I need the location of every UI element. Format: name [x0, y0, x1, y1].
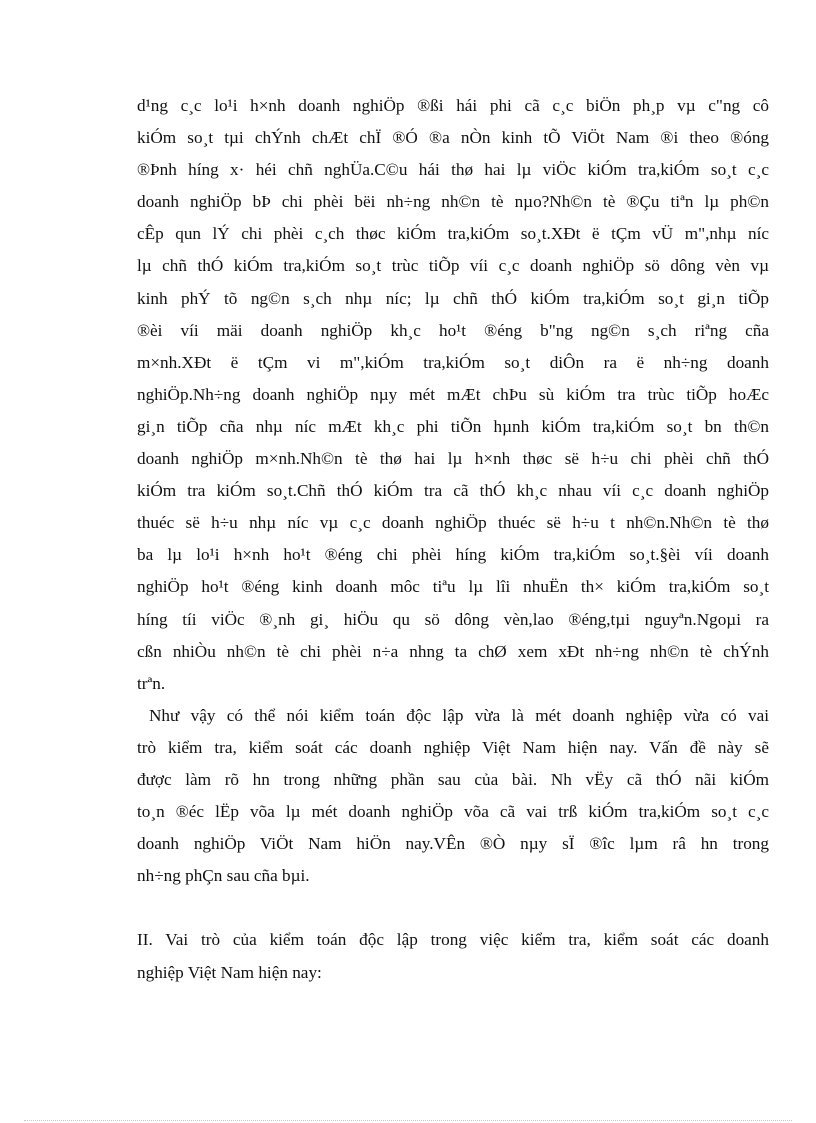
text-line: được làm rõ hn trong những phần sau của bài. Nh vËy cã thÓ nãi kiÓm — [137, 769, 769, 789]
text-line: ba lµ lo¹i h×nh ho¹t ®éng chi phèi híng kiÓm tra,kiÓm so¸t.§èi víi doanh — [137, 545, 769, 565]
text-line: doanh nghiÖp bÞ chi phèi bëi nh÷ng nh©n tè nµo?Nh©n tè ®Çu tiªn lµ ph©n — [137, 192, 769, 212]
paragraph-gap — [137, 892, 769, 924]
text-line: híng tíi viÖc ®¸nh gi¸ hiÖu qu sö dông vèn,lao ®éng,tµi nguyªn.Ngoµi ra — [137, 609, 769, 629]
text-line: kiÓm so¸t tµi chÝnh chÆt chÏ ®Ó ®a nÒn kinh tÕ ViÖt Nam ®i theo ®óng — [137, 128, 769, 148]
text-line: m×nh.XÐt ë tÇm vi m",kiÓm tra,kiÓm so¸t diÔn ra ë nh÷ng doanh — [137, 352, 769, 372]
text-line: thuéc së h÷u nhµ níc vµ c¸c doanh nghiÖp thuéc së h÷u t nh©n.Nh©n tè thø — [137, 513, 769, 533]
text-line: doanh nghiÖp ViÖt Nam hiÖn nay.VÊn ®Ò nµy sÏ ®îc lµm râ hn trong — [137, 834, 769, 854]
text-line: kinh phÝ tõ ng©n s¸ch nhµ níc; lµ chñ thÓ kiÓm tra,kiÓm so¸t gi¸n tiÕp — [137, 288, 769, 308]
text-line: cßn nhiÒu nh©n tè chi phèi n÷a nhng ta chØ xem xÐt nh÷ng nh©n tè chÝnh — [137, 641, 769, 661]
text-line: Như vậy có thể nói kiểm toán độc lập vừa là mét doanh nghiệp vừa có vai — [149, 705, 769, 725]
text-line: gi¸n tiÕp cña nhµ níc mÆt kh¸c phi tiÕn hµnh kiÓm tra,kiÓm so¸t bn th©n — [137, 416, 769, 436]
heading-line: II. Vai trò của kiểm toán độc lập trong việc kiểm tra, kiểm soát các doanh — [137, 930, 769, 950]
text-line: to¸n ®éc lËp võa lµ mét doanh nghiÖp võa cã vai trß kiÓm tra,kiÓm so¸t c¸c — [137, 802, 769, 822]
text-line: d¹ng c¸c lo¹i h×nh doanh nghiÖp ®ßi hái phi cã c¸c biÖn ph¸p vµ c"ng cô — [137, 96, 769, 115]
text-line: cÊp qun lÝ chi phèi c¸ch thøc kiÓm tra,kiÓm so¸t.XÐt ë tÇm vÜ m",nhµ níc — [137, 224, 769, 244]
text-line: trò kiểm tra, kiểm soát các doanh nghiệp Việt Nam hiện nay. Vấn đề này sẽ — [137, 737, 769, 757]
paragraph-2 — [137, 700, 769, 893]
page-bottom-divider — [24, 1120, 792, 1121]
text-line: nh÷ng phÇn sau cña bµi. — [137, 866, 310, 886]
heading-line: nghiệp Việt Nam hiện nay: — [137, 962, 322, 982]
paragraph-1 — [137, 90, 769, 700]
text-line: kiÓm tra kiÓm so¸t.Chñ thÓ kiÓm tra cã thÓ kh¸c nhau víi c¸c doanh nghiÖp — [137, 481, 769, 501]
section-heading — [137, 924, 769, 988]
document-body — [137, 90, 769, 989]
text-line: trªn. — [137, 673, 166, 693]
text-line: doanh nghiÖp m×nh.Nh©n tè thø hai lµ h×nh thøc së h÷u chi phèi chñ thÓ — [137, 449, 769, 469]
text-line: lµ chñ thÓ kiÓm tra,kiÓm so¸t trùc tiÕp víi c¸c doanh nghiÖp sö dông vèn vµ — [137, 256, 769, 276]
text-line: ®Þnh híng x· héi chñ nghÜa.C©u hái thø hai lµ viÖc kiÓm tra,kiÓm so¸t c¸c — [137, 160, 769, 180]
text-line: nghiÖp.Nh÷ng doanh nghiÖp nµy mét mÆt chÞu sù kiÓm tra trùc tiÕp hoÆc — [137, 384, 769, 404]
text-line: ®èi víi mäi doanh nghiÖp kh¸c ho¹t ®éng b"ng ng©n s¸ch riªng cña — [137, 320, 769, 340]
text-line: nghiÖp ho¹t ®éng kinh doanh môc tiªu lµ lîi nhuËn th× kiÓm tra,kiÓm so¸t — [137, 577, 769, 597]
